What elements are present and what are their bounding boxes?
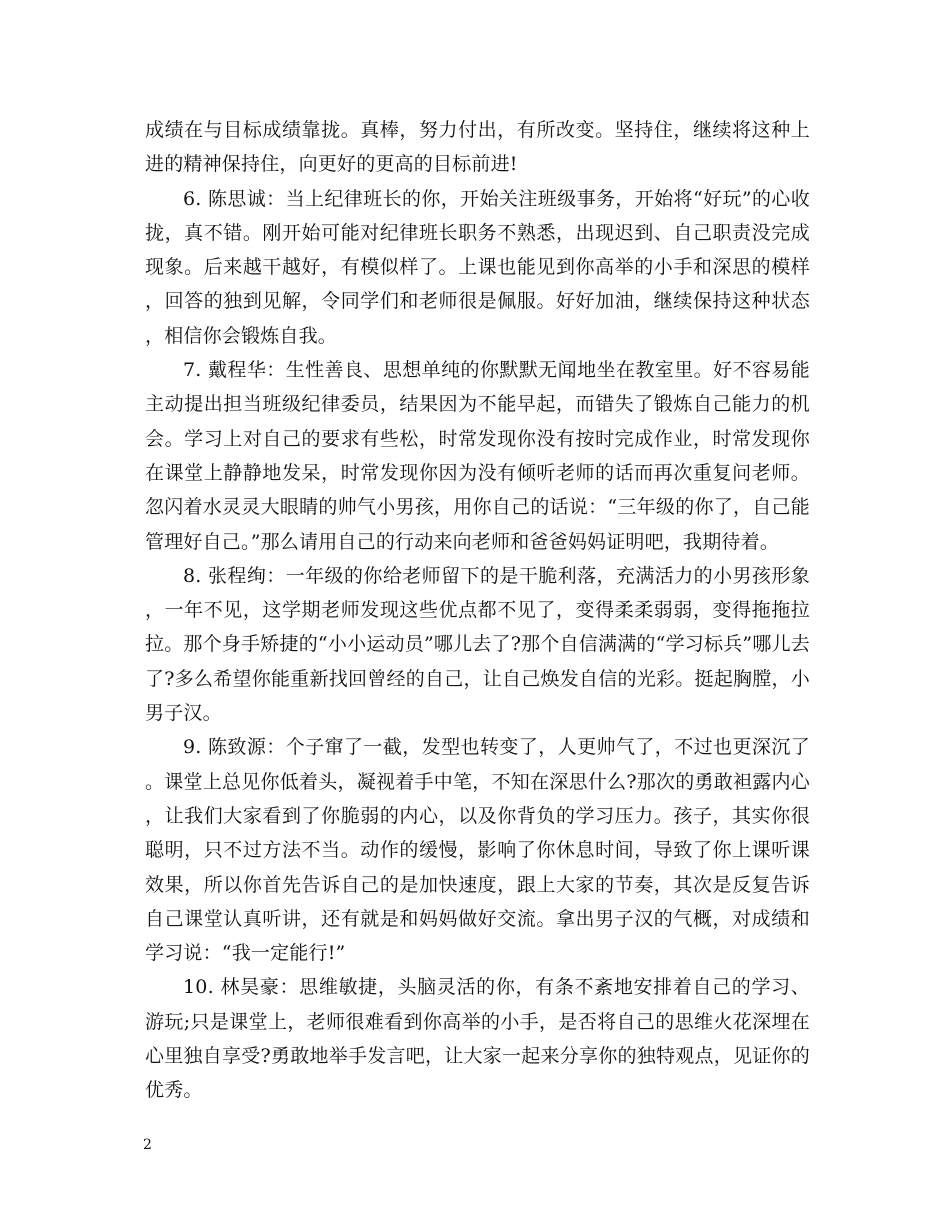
paragraph-comment-8: 8. 张程绚：一年级的你给老师留下的是干脆利落，充满活力的小男孩形象，一年不见，这学期老师发现这些优点都不见了，变得柔柔弱弱，变得拖拖拉拉。那个身手矫捷的“小小运动员”哪儿去了?那个自信满满的“学习标兵”哪儿去了?多么希望你能重新找回曾经的自己，让自己焕发自信的光彩。挺起胸膛，小男子汉。 [145,564,810,725]
paragraph-comment-10: 10. 林昊豪：思维敏捷，头脑灵活的你，有条不紊地安排着自己的学习、游玩;只是课堂上，老师很难看到你高举的小手，是否将自己的思维火花深埋在心里独自享受?勇敢地举手发言吧，让大家一起来分享你的独特观点，见证你的优秀。 [145,976,810,1102]
document-body [145,113,810,1108]
page-number: 2 [143,1137,152,1153]
paragraph-comment-7: 7. 戴程华：生性善良、思想单纯的你默默无闻地坐在教室里。好不容易能主动提出担当班级纪律委员，结果因为不能早起，而错失了锻炼自己能力的机会。学习上对自己的要求有些松，时常发现你没有按时完成作业，时常发现你在课堂上静静地发呆，时常发现你因为没有倾听老师的话而再次重复问老师。忽闪着水灵灵大眼睛的帅气小男孩，用你自己的话说：“三年级的你了，自己能管理好自己。”那么请用自己的行动来向老师和爸爸妈妈证明吧，我期待着。 [145,359,810,553]
paragraph-comment-9: 9. 陈致源：个子窜了一截，发型也转变了，人更帅气了，不过也更深沉了。课堂上总见你低着头，凝视着手中笔，不知在深思什么?那次的勇敢袒露内心，让我们大家看到了你脆弱的内心，以及你背负的学习压力。孩子，其实你很聪明，只不过方法不当。动作的缓慢，影响了你休息时间，导致了你上课听课效果，所以你首先告诉自己的是加快速度，跟上大家的节奏，其次是反复告诉自己课堂认真听讲，还有就是和妈妈做好交流。拿出男子汉的气概，对成绩和学习说：“我一定能行!” [145,736,810,965]
paragraph-comment-6: 6. 陈思诚：当上纪律班长的你，开始关注班级事务，开始将“好玩”的心收拢，真不错。刚开始可能对纪律班长职务不熟悉，出现迟到、自己职责没完成现象。后来越干越好，有模似样了。上课也能见到你高举的小手和深思的模样，回答的独到见解，令同学们和老师很是佩服。好好加油，继续保持这种状态，相信你会锻炼自我。 [145,187,810,347]
paragraph-continuation: 成绩在与目标成绩靠拢。真棒，努力付出，有所改变。坚持住，继续将这种上进的精神保持住，向更好的更高的目标前进! [145,119,810,176]
